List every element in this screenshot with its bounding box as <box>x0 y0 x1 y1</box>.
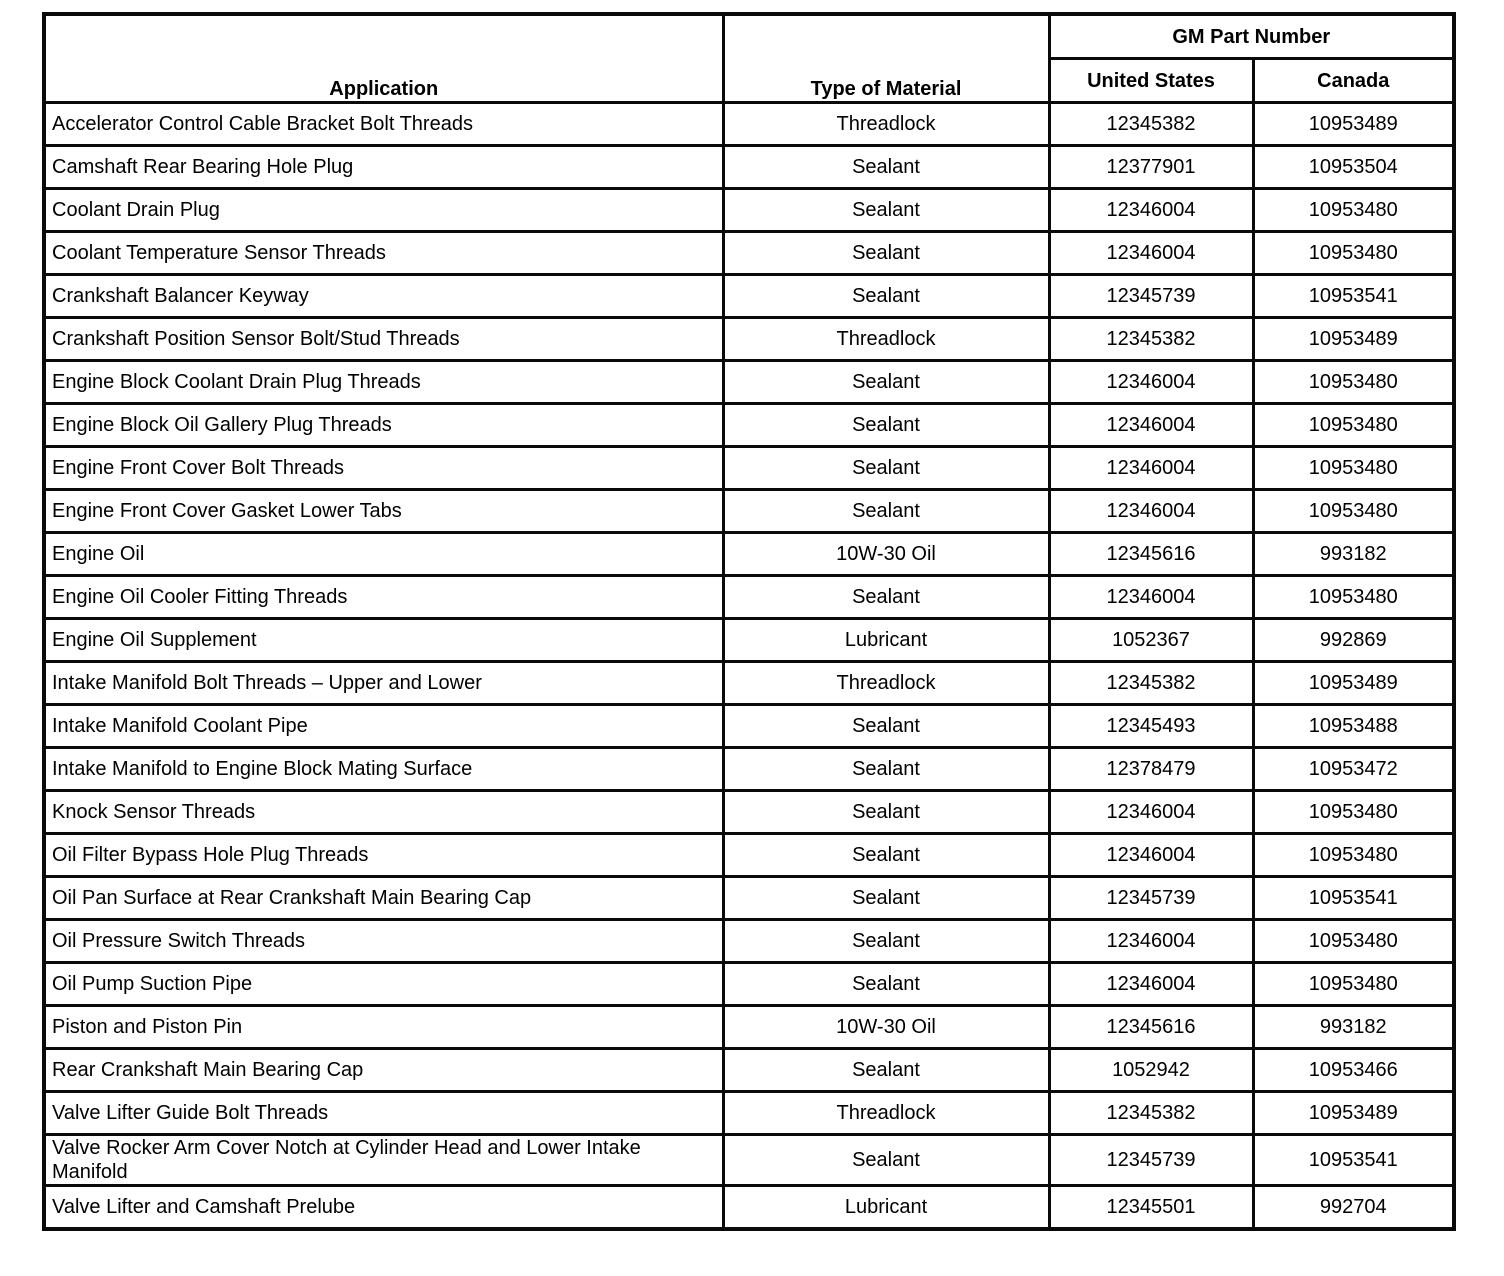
table-row <box>44 791 1454 834</box>
table-row <box>44 1135 1454 1186</box>
canada-part-number-cell: 10953489 <box>1253 662 1454 705</box>
us-part-number-cell: 12345493 <box>1049 705 1253 748</box>
material-cell: Sealant <box>723 1135 1049 1186</box>
application-cell: Engine Front Cover Gasket Lower Tabs <box>44 490 723 533</box>
material-cell: Sealant <box>723 834 1049 877</box>
us-part-number-cell: 12346004 <box>1049 361 1253 404</box>
table-row <box>44 275 1454 318</box>
us-part-number-cell: 12378479 <box>1049 748 1253 791</box>
header-row-top <box>44 14 1454 59</box>
application-cell: Rear Crankshaft Main Bearing Cap <box>44 1049 723 1092</box>
canada-part-number-cell: 993182 <box>1253 1006 1454 1049</box>
us-part-number-cell: 12346004 <box>1049 232 1253 275</box>
material-cell: Sealant <box>723 146 1049 189</box>
application-cell: Crankshaft Position Sensor Bolt/Stud Threads <box>44 318 723 361</box>
table-row <box>44 662 1454 705</box>
us-part-number-cell: 12345382 <box>1049 103 1253 146</box>
material-cell: Sealant <box>723 877 1049 920</box>
application-cell: Engine Oil <box>44 533 723 576</box>
canada-part-number-cell: 10953504 <box>1253 146 1454 189</box>
column-header-type-of-material: Type of Material <box>723 14 1049 103</box>
material-cell: Sealant <box>723 275 1049 318</box>
table-row <box>44 1186 1454 1230</box>
application-cell: Engine Block Coolant Drain Plug Threads <box>44 361 723 404</box>
application-cell: Camshaft Rear Bearing Hole Plug <box>44 146 723 189</box>
us-part-number-cell: 12346004 <box>1049 920 1253 963</box>
us-part-number-cell: 12377901 <box>1049 146 1253 189</box>
canada-part-number-cell: 10953488 <box>1253 705 1454 748</box>
table-row <box>44 748 1454 791</box>
table-row <box>44 963 1454 1006</box>
application-cell: Engine Oil Supplement <box>44 619 723 662</box>
column-header-united-states: United States <box>1049 59 1253 103</box>
material-cell: Sealant <box>723 1049 1049 1092</box>
canada-part-number-cell: 10953480 <box>1253 576 1454 619</box>
table-body <box>44 103 1454 1230</box>
us-part-number-cell: 12345739 <box>1049 877 1253 920</box>
table-row <box>44 404 1454 447</box>
table-row <box>44 361 1454 404</box>
material-cell: Sealant <box>723 361 1049 404</box>
table-row <box>44 103 1454 146</box>
column-header-application: Application <box>44 14 723 103</box>
material-cell: Sealant <box>723 490 1049 533</box>
application-cell: Coolant Drain Plug <box>44 189 723 232</box>
material-cell: Sealant <box>723 920 1049 963</box>
application-cell: Oil Pan Surface at Rear Crankshaft Main Bearing Cap <box>44 877 723 920</box>
canada-part-number-cell: 10953480 <box>1253 963 1454 1006</box>
sealers-lubricants-table <box>42 12 1456 1231</box>
application-cell: Knock Sensor Threads <box>44 791 723 834</box>
us-part-number-cell: 1052367 <box>1049 619 1253 662</box>
column-header-canada: Canada <box>1253 59 1454 103</box>
canada-part-number-cell: 10953541 <box>1253 1135 1454 1186</box>
application-cell: Valve Lifter Guide Bolt Threads <box>44 1092 723 1135</box>
canada-part-number-cell: 993182 <box>1253 533 1454 576</box>
application-cell: Piston and Piston Pin <box>44 1006 723 1049</box>
canada-part-number-cell: 10953480 <box>1253 490 1454 533</box>
material-cell: Threadlock <box>723 1092 1049 1135</box>
application-cell: Valve Lifter and Camshaft Prelube <box>44 1186 723 1230</box>
material-cell: Sealant <box>723 447 1049 490</box>
table-row <box>44 490 1454 533</box>
material-cell: Sealant <box>723 748 1049 791</box>
table-row <box>44 232 1454 275</box>
us-part-number-cell: 12346004 <box>1049 963 1253 1006</box>
material-cell: Threadlock <box>723 662 1049 705</box>
canada-part-number-cell: 10953480 <box>1253 791 1454 834</box>
material-cell: Lubricant <box>723 619 1049 662</box>
canada-part-number-cell: 10953541 <box>1253 275 1454 318</box>
us-part-number-cell: 12345382 <box>1049 1092 1253 1135</box>
table-row <box>44 920 1454 963</box>
table-row <box>44 834 1454 877</box>
application-cell: Engine Oil Cooler Fitting Threads <box>44 576 723 619</box>
material-cell: Sealant <box>723 791 1049 834</box>
material-cell: Sealant <box>723 404 1049 447</box>
us-part-number-cell: 12345382 <box>1049 662 1253 705</box>
material-cell: Sealant <box>723 232 1049 275</box>
application-cell: Engine Front Cover Bolt Threads <box>44 447 723 490</box>
table-row <box>44 1092 1454 1135</box>
us-part-number-cell: 12345382 <box>1049 318 1253 361</box>
table-row <box>44 533 1454 576</box>
canada-part-number-cell: 10953480 <box>1253 920 1454 963</box>
canada-part-number-cell: 10953472 <box>1253 748 1454 791</box>
us-part-number-cell: 12346004 <box>1049 189 1253 232</box>
us-part-number-cell: 12346004 <box>1049 447 1253 490</box>
table-row <box>44 318 1454 361</box>
canada-part-number-cell: 10953480 <box>1253 834 1454 877</box>
application-cell: Intake Manifold Coolant Pipe <box>44 705 723 748</box>
application-cell: Valve Rocker Arm Cover Notch at Cylinder Head and Lower Intake Manifold <box>44 1135 723 1186</box>
canada-part-number-cell: 992869 <box>1253 619 1454 662</box>
canada-part-number-cell: 10953489 <box>1253 1092 1454 1135</box>
canada-part-number-cell: 10953489 <box>1253 103 1454 146</box>
us-part-number-cell: 12345739 <box>1049 1135 1253 1186</box>
material-cell: Sealant <box>723 189 1049 232</box>
application-cell: Intake Manifold Bolt Threads – Upper and Lower <box>44 662 723 705</box>
canada-part-number-cell: 10953480 <box>1253 232 1454 275</box>
canada-part-number-cell: 10953480 <box>1253 361 1454 404</box>
table-row <box>44 877 1454 920</box>
application-cell: Oil Filter Bypass Hole Plug Threads <box>44 834 723 877</box>
us-part-number-cell: 12345739 <box>1049 275 1253 318</box>
canada-part-number-cell: 10953541 <box>1253 877 1454 920</box>
material-cell: Threadlock <box>723 103 1049 146</box>
application-cell: Accelerator Control Cable Bracket Bolt Threads <box>44 103 723 146</box>
application-cell: Crankshaft Balancer Keyway <box>44 275 723 318</box>
material-cell: Sealant <box>723 705 1049 748</box>
table-row <box>44 1006 1454 1049</box>
canada-part-number-cell: 10953489 <box>1253 318 1454 361</box>
material-cell: 10W-30 Oil <box>723 533 1049 576</box>
column-header-gm-part-number: GM Part Number <box>1049 14 1454 59</box>
us-part-number-cell: 12346004 <box>1049 404 1253 447</box>
application-cell: Intake Manifold to Engine Block Mating Surface <box>44 748 723 791</box>
canada-part-number-cell: 992704 <box>1253 1186 1454 1230</box>
us-part-number-cell: 12345501 <box>1049 1186 1253 1230</box>
us-part-number-cell: 12345616 <box>1049 533 1253 576</box>
us-part-number-cell: 12345616 <box>1049 1006 1253 1049</box>
table-row <box>44 189 1454 232</box>
material-cell: Sealant <box>723 963 1049 1006</box>
application-cell: Oil Pressure Switch Threads <box>44 920 723 963</box>
application-cell: Engine Block Oil Gallery Plug Threads <box>44 404 723 447</box>
us-part-number-cell: 1052942 <box>1049 1049 1253 1092</box>
us-part-number-cell: 12346004 <box>1049 791 1253 834</box>
material-cell: Lubricant <box>723 1186 1049 1230</box>
canada-part-number-cell: 10953480 <box>1253 447 1454 490</box>
table-row <box>44 447 1454 490</box>
application-cell: Oil Pump Suction Pipe <box>44 963 723 1006</box>
table-row <box>44 1049 1454 1092</box>
canada-part-number-cell: 10953480 <box>1253 404 1454 447</box>
canada-part-number-cell: 10953466 <box>1253 1049 1454 1092</box>
canada-part-number-cell: 10953480 <box>1253 189 1454 232</box>
material-cell: Sealant <box>723 576 1049 619</box>
us-part-number-cell: 12346004 <box>1049 834 1253 877</box>
application-cell: Coolant Temperature Sensor Threads <box>44 232 723 275</box>
table-row <box>44 146 1454 189</box>
material-cell: Threadlock <box>723 318 1049 361</box>
us-part-number-cell: 12346004 <box>1049 576 1253 619</box>
table-header <box>44 14 1454 103</box>
table-row <box>44 705 1454 748</box>
us-part-number-cell: 12346004 <box>1049 490 1253 533</box>
table-row <box>44 619 1454 662</box>
table-row <box>44 576 1454 619</box>
material-cell: 10W-30 Oil <box>723 1006 1049 1049</box>
